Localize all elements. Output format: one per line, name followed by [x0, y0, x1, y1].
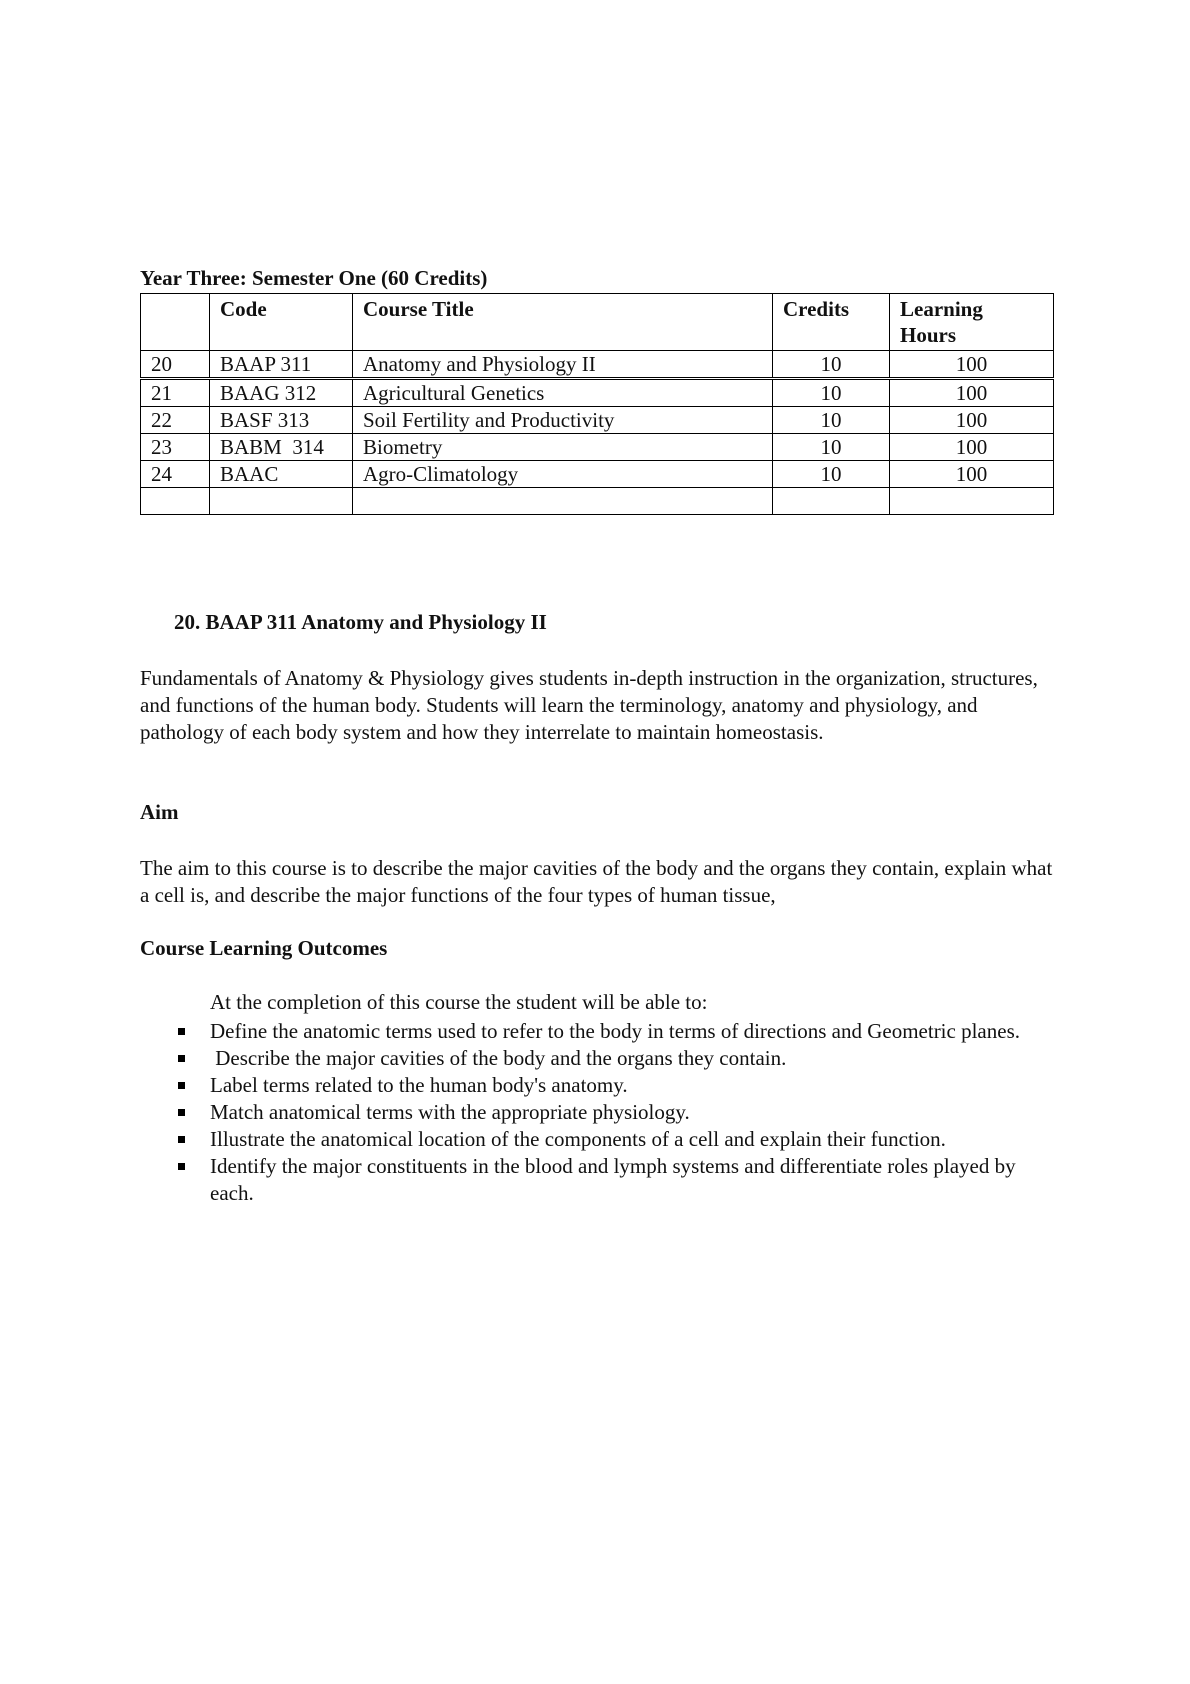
course-credits [773, 488, 890, 515]
course-code [210, 488, 353, 515]
course-hours: 100 [890, 351, 1054, 379]
course-credits: 10 [773, 379, 890, 407]
list-item [178, 1072, 1058, 1099]
header-learning-hours: Learning Hours [890, 294, 1054, 351]
table-row [141, 351, 1054, 379]
header-code: Code [210, 294, 353, 351]
bullet-square-icon [178, 1082, 185, 1089]
course-code: BABM 314 [210, 434, 353, 461]
course-code: BASF 313 [210, 407, 353, 434]
course-title: Agricultural Genetics [353, 379, 773, 407]
header-course-title: Course Title [353, 294, 773, 351]
list-item [178, 1126, 1058, 1153]
outcomes-heading: Course Learning Outcomes [140, 936, 388, 960]
course-description: Fundamentals of Anatomy & Physiology gives students in-depth instruction in the organization, structures, and functions of the human body. Students will learn the terminology, anatomy and physiology, and pathology of each body system and how they interrelate to maintain homeostasis. [140, 666, 1038, 744]
outcome-text: Identify the major constituents in the blood and lymph systems and differentiate roles played by each. [210, 1154, 1016, 1205]
header-credits: Credits [773, 294, 890, 351]
table-row [141, 407, 1054, 434]
aim-text: The aim to this course is to describe the major cavities of the body and the organs they contain, explain what a cell is, and describe the major functions of the four types of human tissue, [140, 856, 1053, 907]
bullet-square-icon [178, 1163, 185, 1170]
course-code: BAAG 312 [210, 379, 353, 407]
header-no [141, 294, 210, 351]
course-credits: 10 [773, 351, 890, 379]
list-item [178, 1045, 1058, 1072]
course-hours: 100 [890, 407, 1054, 434]
list-item [178, 1153, 1058, 1207]
bullet-square-icon [178, 1109, 185, 1116]
aim-heading: Aim [140, 800, 179, 824]
table-row-empty [141, 488, 1054, 515]
course-credits: 10 [773, 461, 890, 488]
bullet-square-icon [178, 1028, 185, 1035]
table-row [141, 461, 1054, 488]
list-item [178, 1018, 1058, 1045]
outcome-text: Define the anatomic terms used to refer to the body in terms of directions and Geometric planes. [210, 1019, 1020, 1043]
outcome-text: Describe the major cavities of the body and the organs they contain. [210, 1046, 787, 1070]
course-heading: 20. BAAP 311 Anatomy and Physiology II [174, 610, 547, 634]
list-item [178, 1099, 1058, 1126]
row-number: 22 [141, 407, 210, 434]
course-hours: 100 [890, 434, 1054, 461]
course-credits: 10 [773, 434, 890, 461]
outcomes-intro: At the completion of this course the student will be able to: [210, 990, 708, 1014]
table-header-row [141, 294, 1054, 351]
bullet-square-icon [178, 1136, 185, 1143]
course-title: Agro-Climatology [353, 461, 773, 488]
outcome-text: Illustrate the anatomical location of the components of a cell and explain their function. [210, 1127, 946, 1151]
table-row [141, 434, 1054, 461]
row-number: 23 [141, 434, 210, 461]
outcome-text: Match anatomical terms with the appropriate physiology. [210, 1100, 690, 1124]
row-number: 24 [141, 461, 210, 488]
outcomes-list [178, 1018, 1058, 1207]
course-hours: 100 [890, 461, 1054, 488]
course-hours [890, 488, 1054, 515]
course-title [353, 488, 773, 515]
semester-title: Year Three: Semester One (60 Credits) [140, 266, 488, 290]
course-title: Anatomy and Physiology II [353, 351, 773, 379]
course-code: BAAC [210, 461, 353, 488]
course-title: Biometry [353, 434, 773, 461]
row-number: 21 [141, 379, 210, 407]
course-credits: 10 [773, 407, 890, 434]
course-hours: 100 [890, 379, 1054, 407]
bullet-square-icon [178, 1055, 185, 1062]
course-code: BAAP 311 [210, 351, 353, 379]
outcome-text: Label terms related to the human body's anatomy. [210, 1073, 628, 1097]
row-number [141, 488, 210, 515]
table-row [141, 379, 1054, 407]
course-title: Soil Fertility and Productivity [353, 407, 773, 434]
course-table [140, 293, 1054, 515]
row-number: 20 [141, 351, 210, 379]
